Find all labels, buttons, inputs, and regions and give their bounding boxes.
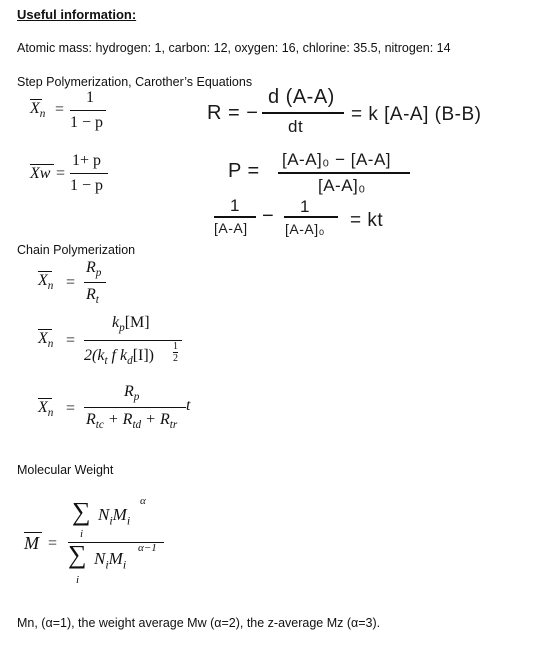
- mw-den-index: i: [76, 574, 80, 586]
- chain-eq1-equals: =: [66, 274, 76, 291]
- molecular-weight-title: Molecular Weight: [17, 463, 114, 477]
- hw-p-numerator: [A-A]₀ − [A-A]: [282, 150, 391, 169]
- chain-eq3-fraction-bar: [84, 407, 186, 408]
- mw-num-alpha: α: [140, 495, 146, 507]
- chain-eq1-fraction-bar: [84, 282, 106, 283]
- step-polymerization-title: Step Polymerization, Carother’s Equations: [17, 75, 253, 89]
- xn-symbol: $X_n$: [30, 100, 46, 121]
- hw-rate-numerator: d (A-A): [268, 86, 335, 108]
- hw-inv-minus: −: [262, 205, 275, 227]
- atomic-mass-line: Atomic mass: hydrogen: 1, carbon: 12, oxygen: 16, chlorine: 35.5, nitrogen: 14: [17, 41, 451, 55]
- mw-symbol: M: [24, 533, 39, 553]
- xw-symbol: Xw: [30, 165, 51, 182]
- hw-p-denominator: [A-A]₀: [318, 176, 366, 195]
- mw-equals: =: [48, 535, 58, 552]
- hw-rate-lhs: R = −: [207, 102, 259, 124]
- xw-numerator: 1+ p: [72, 152, 102, 169]
- chain-eq2-denominator: $2(k_t$ f $k_d[I]$): [84, 347, 154, 368]
- mw-averages-note: Mn, (α=1), the weight average Mw (α=2), the z-average Mz (α=3).: [17, 616, 381, 630]
- hw-inv-rhs: = kt: [350, 210, 384, 231]
- mw-num-sum: ∑: [72, 497, 91, 526]
- chain-eq2-fraction-bar: [84, 340, 182, 341]
- chain-eq3-tail: t: [186, 397, 191, 414]
- hw-inv-numerator-1: 1: [230, 196, 240, 215]
- xn-equals: =: [55, 101, 65, 118]
- hw-rate-denominator: dt: [288, 117, 304, 136]
- mw-num-term: $N_iM_i$: [98, 505, 131, 528]
- chain-eq3-symbol: $X_n$: [38, 399, 54, 420]
- chain-eq2-symbol: $X_n$: [38, 330, 54, 351]
- xw-denominator: 1 − p: [70, 177, 104, 194]
- xw-equals: =: [56, 165, 66, 182]
- chain-eq2-numerator: $k_p[M]$: [112, 314, 150, 335]
- chain-eq3-numerator: $R_p$: [124, 383, 140, 404]
- chain-polymerization-title: Chain Polymerization: [17, 243, 136, 257]
- chain-eq1-denominator: $R_t$: [86, 286, 99, 307]
- hw-inv-fraction-bar-2: [284, 216, 338, 218]
- hw-inv-denominator-2: [A-A]₀: [285, 221, 325, 237]
- mw-num-index: i: [80, 528, 84, 540]
- hw-inv-denominator-1: [A-A]: [214, 220, 248, 236]
- chain-eq3-equals: =: [66, 400, 76, 417]
- chain-eq3-denominator: $R_{tc} + R_{td} + R_{tr}$: [86, 411, 178, 432]
- hw-inv-numerator-2: 1: [300, 197, 310, 216]
- xn-numerator: 1: [86, 89, 94, 106]
- mw-den-alpha: α−1: [138, 542, 157, 554]
- xw-fraction-bar: [70, 173, 108, 174]
- hw-p-fraction-bar: [278, 172, 410, 174]
- chain-eq2-exponent: 1 2: [173, 341, 178, 364]
- xn-denominator: 1 − p: [70, 114, 104, 131]
- hw-rate-fraction-bar: [262, 112, 344, 114]
- page-heading: Useful information:: [17, 7, 137, 22]
- mw-den-term: $N_iM_i$: [94, 549, 127, 572]
- mw-den-sum: ∑: [68, 540, 87, 569]
- hw-p-lhs: P =: [228, 160, 260, 182]
- chain-eq1-symbol: $X_n$: [38, 272, 54, 293]
- chain-eq2-equals: =: [66, 332, 76, 349]
- chain-eq1-numerator: $R_p$: [86, 259, 102, 280]
- hw-rate-rhs: = k [A-A] (B-B): [351, 104, 482, 125]
- hw-inv-fraction-bar-1: [214, 216, 256, 218]
- xn-fraction-bar: [70, 110, 106, 111]
